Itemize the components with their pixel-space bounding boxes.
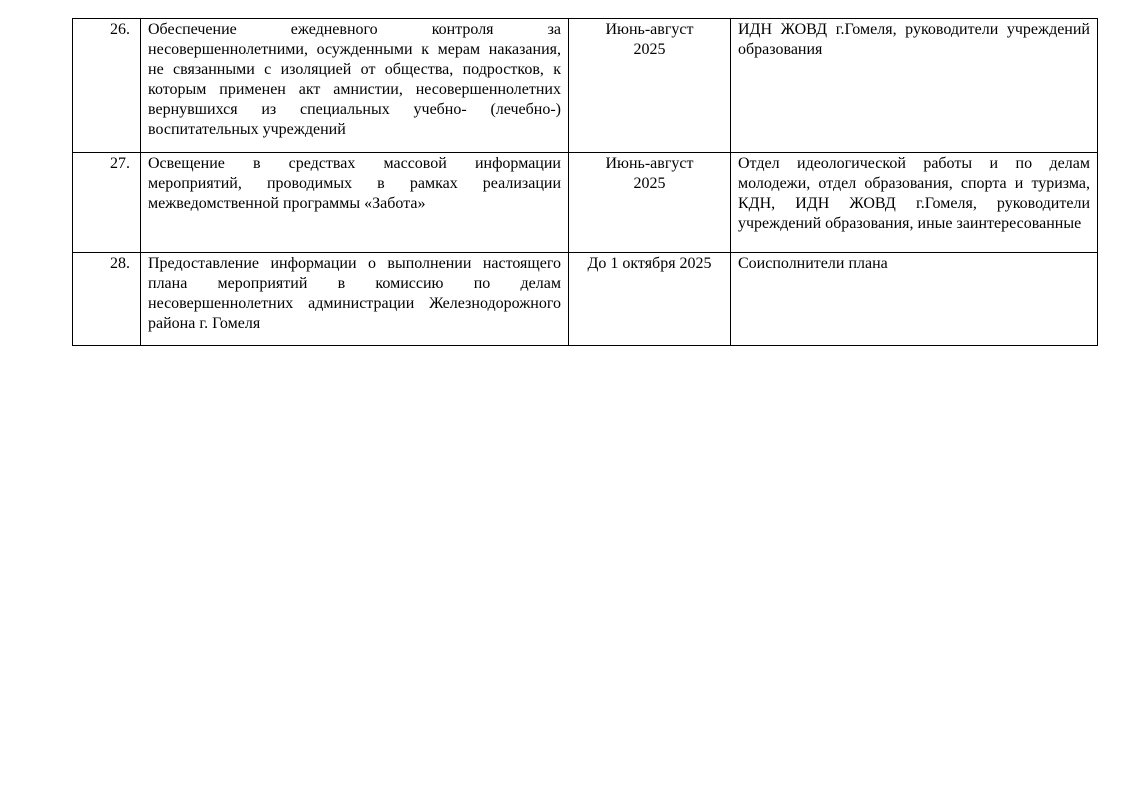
event-text: Предоставление информации о выполнении настоящего плана мероприятий в комиссию по делам несовершеннолетних администрации Железнодорожного района г. Гомеля — [148, 255, 561, 332]
table-row — [73, 253, 1098, 346]
table-row — [73, 153, 1098, 253]
row-number-text: 28. — [110, 255, 130, 272]
date-cell — [569, 253, 731, 346]
row-number — [73, 153, 141, 253]
event-cell — [141, 253, 569, 346]
table-row — [73, 19, 1098, 153]
responsible-cell — [731, 19, 1098, 153]
plan-table — [72, 18, 1098, 346]
row-number — [73, 253, 141, 346]
date-cell — [569, 153, 731, 253]
responsible-text: ИДН ЖОВД г.Гомеля, руководители учреждений образования — [738, 21, 1090, 58]
row-number-text: 26. — [110, 21, 130, 38]
row-number-text: 27. — [110, 155, 130, 172]
event-cell — [141, 19, 569, 153]
date-text: Июнь-август 2025 — [605, 155, 694, 192]
date-text: До 1 октября 2025 — [587, 255, 712, 272]
responsible-text: Отдел идеологической работы и по делам молодежи, отдел образования, спорта и туризма, КДН, ИДН ЖОВД г.Гомеля, руководители учреждений образования, иные заинтересованные — [738, 155, 1090, 232]
date-cell — [569, 19, 731, 153]
responsible-cell — [731, 253, 1098, 346]
event-cell — [141, 153, 569, 253]
date-text: Июнь-август 2025 — [605, 21, 694, 58]
row-number — [73, 19, 141, 153]
event-text: Обеспечение ежедневного контроля за несовершеннолетними, осужденными к мерам наказания, не связанными с изоляцией от общества, подростков, к которым применен акт амнистии, несовершеннолетних вернувшихся из специальных учебно- (лечебно-) воспитательных учреждений — [148, 21, 561, 138]
plan-table-body — [73, 19, 1098, 346]
event-text: Освещение в средствах массовой информации мероприятий, проводимых в рамках реализации межведомственной программы «Забота» — [148, 155, 561, 212]
responsible-cell — [731, 153, 1098, 253]
responsible-text: Соисполнители плана — [738, 255, 888, 272]
